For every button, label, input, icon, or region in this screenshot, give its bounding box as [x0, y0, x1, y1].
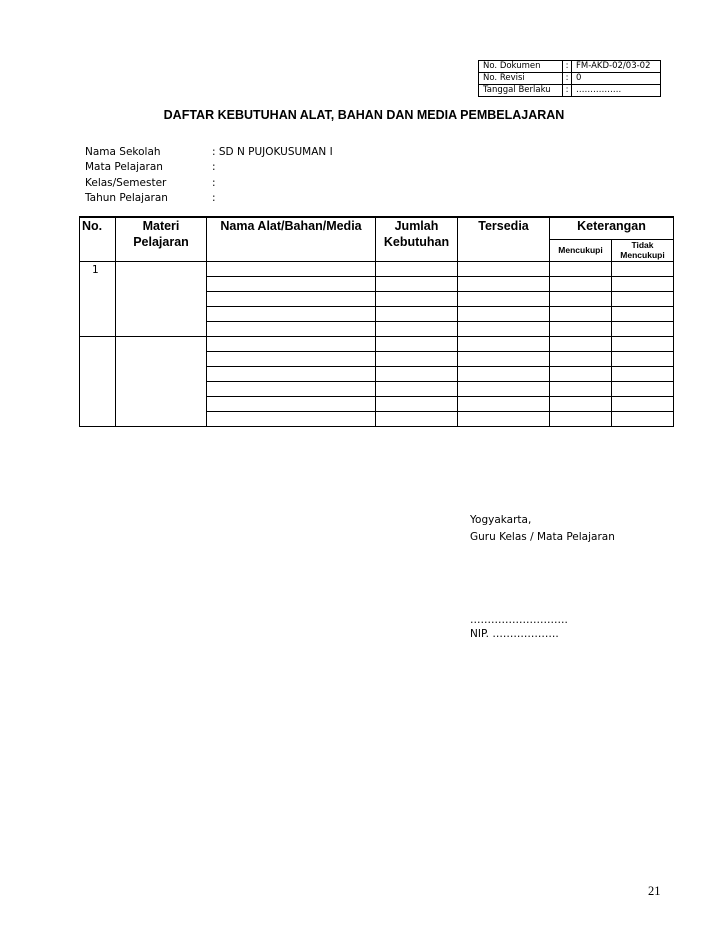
table-cell[interactable]	[207, 306, 376, 321]
materi-cell[interactable]	[116, 336, 207, 426]
table-cell[interactable]	[550, 306, 612, 321]
materi-cell[interactable]	[116, 261, 207, 336]
table-cell[interactable]	[612, 261, 674, 276]
table-cell[interactable]	[550, 321, 612, 336]
subject-row	[85, 160, 333, 175]
table-cell[interactable]	[550, 291, 612, 306]
academic-year-label: Tahun Pelajaran	[85, 191, 168, 204]
table-cell[interactable]	[612, 366, 674, 381]
table-cell[interactable]	[550, 381, 612, 396]
table-cell[interactable]	[207, 381, 376, 396]
table-cell[interactable]	[458, 366, 550, 381]
table-cell[interactable]	[376, 351, 458, 366]
doc-info-row	[479, 73, 661, 85]
table-cell[interactable]	[612, 396, 674, 411]
table-cell[interactable]	[550, 336, 612, 351]
table-cell[interactable]	[612, 321, 674, 336]
table-cell[interactable]	[376, 321, 458, 336]
table-cell[interactable]	[458, 261, 550, 276]
academic-year-row	[85, 191, 333, 206]
table-cell[interactable]	[207, 261, 376, 276]
effective-date-value: …………….	[572, 85, 661, 97]
table-cell[interactable]	[207, 291, 376, 306]
header-jumlah-line1: Jumlah	[394, 219, 439, 233]
table-cell[interactable]	[550, 396, 612, 411]
table-cell[interactable]	[376, 381, 458, 396]
table-cell[interactable]	[376, 366, 458, 381]
table-cell[interactable]	[376, 396, 458, 411]
header-materi	[116, 217, 207, 261]
table-cell[interactable]	[376, 276, 458, 291]
header-tidak-mencukupi	[612, 239, 674, 261]
table-cell[interactable]	[612, 336, 674, 351]
table-cell[interactable]	[207, 396, 376, 411]
document-info-table	[478, 60, 661, 97]
header-keterangan: Keterangan	[550, 217, 674, 239]
table-cell[interactable]	[612, 276, 674, 291]
class-semester-row	[85, 176, 333, 191]
requirements-table	[79, 216, 674, 427]
academic-year-value: :	[212, 191, 216, 204]
header-jumlah-line2: Kebutuhan	[383, 235, 450, 249]
group-number	[80, 336, 116, 426]
table-cell[interactable]	[207, 276, 376, 291]
header-tidak-line2: Mencukupi	[620, 250, 665, 260]
class-semester-value: :	[212, 176, 216, 189]
header-materi-line1: Materi	[142, 219, 180, 233]
signature-role: Guru Kelas / Mata Pelajaran	[470, 531, 615, 543]
table-cell[interactable]	[550, 276, 612, 291]
revision-value: 0	[572, 73, 661, 85]
table-cell[interactable]	[550, 411, 612, 426]
signature-name-line: ……………………….	[470, 614, 568, 626]
table-cell[interactable]	[376, 306, 458, 321]
revision-label: No. Revisi	[479, 73, 563, 85]
table-cell[interactable]	[458, 336, 550, 351]
table-cell[interactable]	[207, 321, 376, 336]
subject-label: Mata Pelajaran	[85, 161, 163, 174]
colon: :	[563, 73, 572, 85]
colon: :	[563, 61, 572, 73]
signature-city: Yogyakarta,	[470, 514, 532, 526]
table-cell[interactable]	[376, 291, 458, 306]
table-cell[interactable]	[458, 306, 550, 321]
table-cell[interactable]	[550, 366, 612, 381]
table-cell[interactable]	[612, 351, 674, 366]
table-cell[interactable]	[612, 291, 674, 306]
header-jumlah	[376, 217, 458, 261]
table-cell[interactable]	[376, 336, 458, 351]
school-info	[85, 145, 333, 206]
signature-header	[470, 512, 615, 546]
table-cell[interactable]	[207, 351, 376, 366]
colon: :	[563, 85, 572, 97]
table-cell[interactable]	[207, 336, 376, 351]
doc-number-label: No. Dokumen	[479, 61, 563, 73]
table-cell[interactable]	[612, 381, 674, 396]
table-cell[interactable]	[376, 261, 458, 276]
header-tidak-line1: Tidak	[631, 240, 654, 250]
signature-nip: NIP. ……………….	[470, 628, 559, 640]
effective-date-label: Tanggal Berlaku	[479, 85, 563, 97]
school-name-row	[85, 145, 333, 160]
table-cell[interactable]	[458, 291, 550, 306]
table-cell[interactable]	[458, 351, 550, 366]
table-cell[interactable]	[550, 261, 612, 276]
header-tersedia: Tersedia	[458, 217, 550, 261]
signature-block	[470, 613, 568, 641]
header-no: No.	[80, 217, 116, 261]
table-cell[interactable]	[612, 411, 674, 426]
table-cell[interactable]	[376, 411, 458, 426]
doc-info-row	[479, 85, 661, 97]
header-materi-line2: Pelajaran	[133, 235, 189, 249]
subject-value: :	[212, 161, 216, 174]
school-name-label: Nama Sekolah	[85, 146, 161, 158]
table-cell[interactable]	[458, 381, 550, 396]
page-title: DAFTAR KEBUTUHAN ALAT, BAHAN DAN MEDIA PEMBELAJARAN	[163, 108, 565, 122]
header-mencukupi: Mencukupi	[550, 239, 612, 261]
doc-number-value: FM-AKD-02/03-02	[572, 61, 661, 73]
group-number: 1	[80, 261, 116, 336]
table-cell[interactable]	[207, 366, 376, 381]
school-name-value: : SD N PUJOKUSUMAN I	[212, 146, 333, 158]
table-cell[interactable]	[612, 306, 674, 321]
table-cell[interactable]	[458, 396, 550, 411]
table-cell[interactable]	[207, 411, 376, 426]
page-number: 21	[648, 884, 661, 898]
table-cell[interactable]	[458, 411, 550, 426]
table-cell[interactable]	[458, 276, 550, 291]
table-cell[interactable]	[550, 351, 612, 366]
header-nama: Nama Alat/Bahan/Media	[207, 217, 376, 261]
doc-info-row	[479, 61, 661, 73]
class-semester-label: Kelas/Semester	[85, 176, 167, 189]
table-cell[interactable]	[458, 321, 550, 336]
